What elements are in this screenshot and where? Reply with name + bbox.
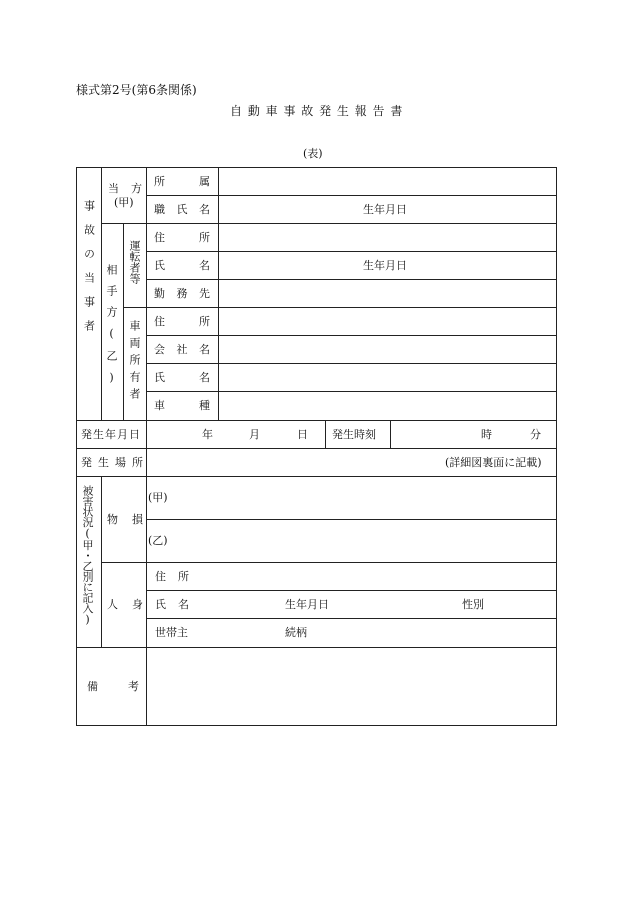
staff-birth-date: 生年月日 [363,203,407,216]
minute-unit: 分 [530,428,541,441]
form-number: 様式第2号(第6条関係) [76,83,197,97]
driver-name-field[interactable] [219,252,556,279]
injured-birth-date: 生年月日 [285,598,329,611]
owner-address-field[interactable] [219,308,556,335]
driver-birth-date: 生年月日 [363,259,407,272]
gender-label: 性別 [462,598,484,611]
property-label: 物 損 [107,513,143,526]
party-otsu-label: 相手方(乙) [105,264,118,394]
property-otsu-field[interactable] [175,520,556,562]
year-unit: 年 [202,428,213,441]
vehicle-type-field[interactable] [219,392,556,420]
location-label: 発 生 場 所 [81,456,143,469]
person-label: 人 身 [107,598,143,611]
owner-name-field[interactable] [219,364,556,391]
injured-name-label: 氏 名 [155,598,189,611]
property-kou-field[interactable] [175,477,556,519]
driver-label: 運転者等 [128,240,141,284]
dept-label: 所 属 [154,175,210,188]
driver-name-label: 氏 名 [154,259,210,272]
injured-address-field[interactable] [200,563,556,590]
property-kou-label: (甲) [148,491,168,504]
workplace-field[interactable] [219,280,556,307]
side-label: (表) [303,147,323,160]
month-unit: 月 [249,428,260,441]
staff-name-field[interactable] [219,196,556,223]
location-field[interactable] [147,449,437,476]
company-name-field[interactable] [219,336,556,363]
remarks-label: 備 考 [87,680,139,693]
map-note: (詳細図裏面に記載) [445,456,542,469]
staff-name-label: 職 氏 名 [154,203,210,216]
party-kou-label: (甲) [114,196,134,209]
household-head-label: 世帯主 [155,626,188,639]
property-otsu-label: (乙) [148,534,168,547]
injured-address-label: 住 所 [155,570,189,583]
day-unit: 日 [297,428,308,441]
hou-label: 方 [131,182,142,195]
hour-unit: 時 [481,428,492,441]
owner-label: 車両所有者 [128,320,141,405]
company-name-label: 会 社 名 [154,343,210,356]
dept-field[interactable] [219,168,556,195]
remarks-field[interactable] [147,648,556,725]
driver-address-field[interactable] [219,224,556,251]
occurrence-date-label: 発生年月日 [81,428,141,441]
occurrence-date-field[interactable] [147,421,325,448]
section-parties-label: 事故の当事者 [82,200,96,344]
injured-name-field[interactable] [200,591,556,618]
workplace-label: 勤 務 先 [154,287,210,300]
owner-name-label: 氏 名 [154,371,210,384]
relation-label: 続柄 [285,626,307,639]
tou-label: 当 [108,182,119,195]
owner-address-label: 住 所 [154,315,210,328]
driver-address-label: 住 所 [154,231,210,244]
occurrence-time-field[interactable] [391,421,556,448]
vehicle-type-label: 車 種 [154,399,210,412]
occurrence-time-label: 発生時刻 [332,428,376,441]
damage-section-label: 被害状況(甲・乙別に記入) [81,485,94,626]
household-head-field[interactable] [200,619,556,647]
document-title: 自 動 車 事 故 発 生 報 告 書 [230,104,404,118]
